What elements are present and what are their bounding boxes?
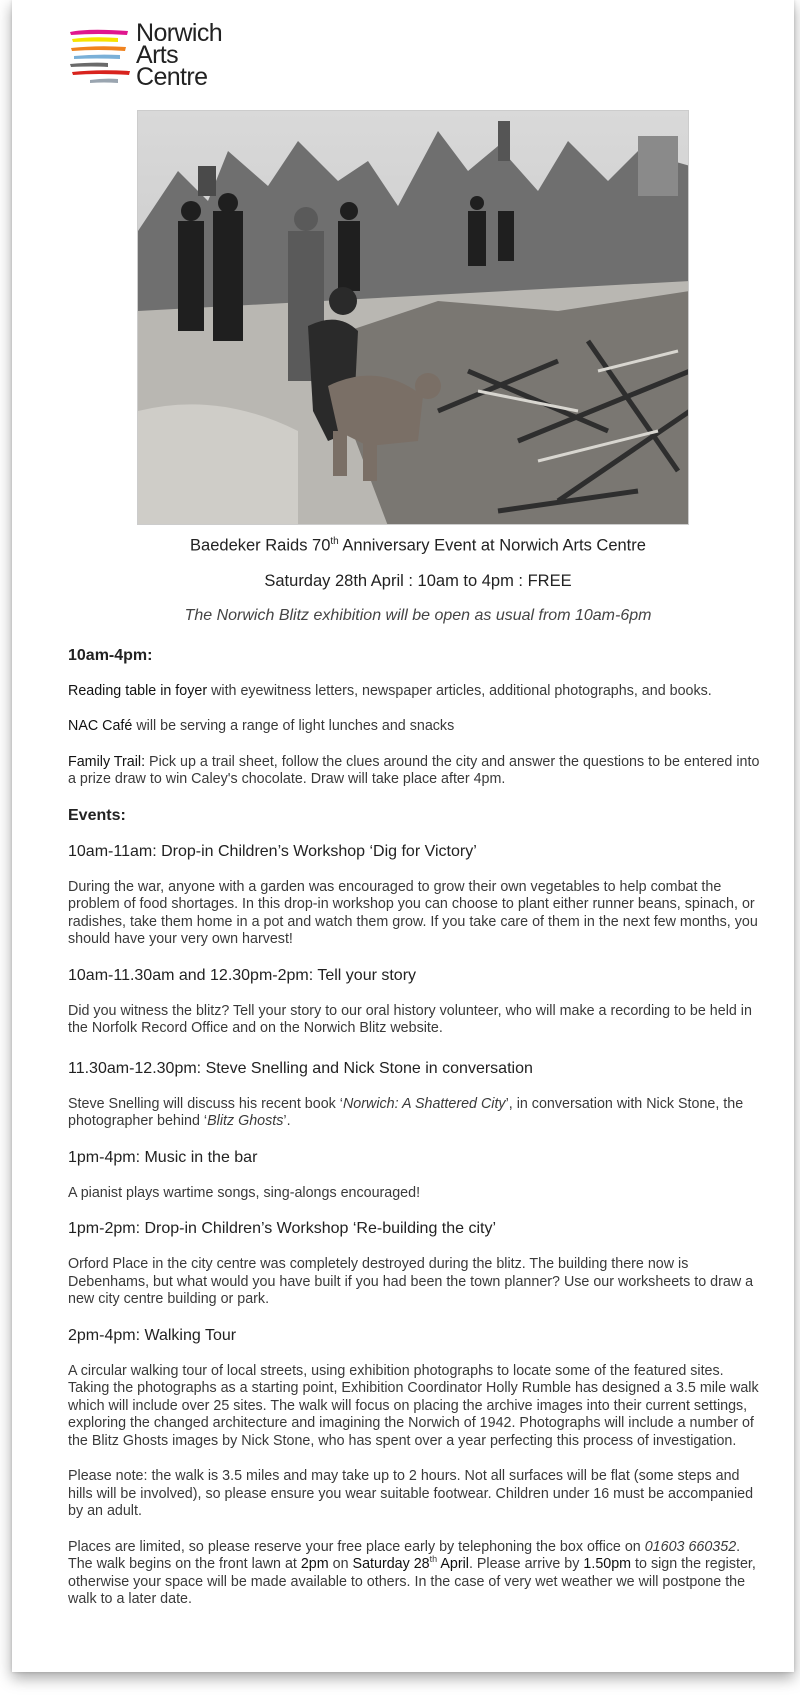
walk-month: April [437,1556,469,1572]
logo-wordmark [136,19,223,91]
book-title: Norwich: A Shattered City [342,1095,506,1112]
allday-item-text: with eyewitness letters, newspaper articles, additional photographs, and books. [207,682,712,699]
event-walking-tour-note: Please note: the walk is 3.5 miles and may take up to 2 hours. Not all surfaces will be flat (some steps and hills will be involved), so please ensure you wear suitable footwear. Children under 16 must be accompanied by an adult. [68,1468,754,1519]
booking-text: to sign the register, otherwise your space will be made available to others. In the case of very wet weather we will postpone the walk to a later date. [68,1556,756,1607]
booking-text: . Please arrive by [468,1556,584,1572]
event-tell-your-story-title: 10am-11.30am and 12.30pm-2pm: Tell your story [68,966,417,984]
walk-day-sup: th [429,1554,438,1565]
norwich-arts-centre-logo [68,19,248,92]
event-conversation-body [68,1096,768,1131]
event-title [68,536,768,556]
event-walking-tour-title: 2pm-4pm: Walking Tour [68,1326,237,1344]
booking-text: on [328,1556,353,1572]
allday-item-text: Pick up a trail sheet, follow the clues around the city and answer the questions to be entered into a prize draw to win Caley's chocolate. Draw will take place after 4pm. [68,753,760,787]
photo-project-title: Blitz Ghosts [207,1113,284,1129]
allday-item-reading-table [68,683,768,701]
event-rebuilding-body: Orford Place in the city centre was completely destroyed during the blitz. The building there now is Debenhams, but what would you have built if you had been the town planner? Use our worksheets to draw a new city centre building or park. [68,1256,754,1307]
event-music-title: 1pm-4pm: Music in the bar [68,1148,258,1166]
allday-item-lead: NAC Café [68,718,133,734]
logo-line-3: Centre [136,63,208,91]
allday-item-text: will be serving a range of light lunches and snacks [132,718,455,734]
event-title-sup: th [330,536,339,547]
walk-start-time: 2pm [300,1556,329,1572]
allday-item-lead: Reading table in foyer [68,682,208,699]
event-tell-your-story-body: Did you witness the blitz? Tell your story to our oral history volunteer, who will make a recording to be held in the Norfolk Record Office and on the Norwich Blitz website. [68,1002,752,1036]
event-title-text: Baedeker Raids 70 [190,536,331,555]
box-office-phone: 01603 660352 [644,1538,737,1555]
conversation-text: Steve Snelling will discuss his recent book ‘ [68,1095,343,1112]
document-page [12,0,794,1672]
walk-day: Saturday 28 [352,1556,430,1572]
blitz-photo-illustration [138,111,689,525]
event-walking-tour-booking [68,1539,768,1609]
booking-text: Places are limited, so please reserve your free place early by telephoning the box office on [68,1538,645,1555]
event-rebuilding-title: 1pm-2pm: Drop-in Children’s Workshop ‘Re-building the city’ [68,1220,497,1237]
logo-stripes-icon [68,26,132,88]
allday-item-cafe [68,718,768,736]
allday-item-lead: Family Trail: [68,753,146,770]
event-dig-for-victory-body: During the war, anyone with a garden was encouraged to grow their own vegetables to help combat the problem of food shortages. In this drop-in workshop you can choose to plant either runner beans, spinach, or radishes, take them home in a pot and watch them grow. If you take care of them in the next few months, you should have your very own harvest! [68,878,758,947]
event-music-body: A pianist plays wartime songs, sing-alongs encouraged! [68,1184,421,1201]
conversation-text: ’. [283,1113,291,1129]
allday-heading: 10am-4pm: [68,646,153,664]
conversation-text: ’, in conversation with Nick Stone, the photographer behind ‘ [68,1095,744,1129]
event-date: Saturday 28th April : 10am to 4pm : FREE [264,571,572,590]
event-walking-tour-body: A circular walking tour of local streets, using exhibition photographs to locate some of the featured sites. Taking the photographs as a starting point, Exhibition Coordinator Holly Rumble has designed a 3.5 mile walk which will include over 25 sites. The walk will focus on placing the archive images into their current settings, exploring the changed architecture and imagining the Norwich of 1942. Photographs will include a number of the Blitz Ghosts images by Nick Stone, who has spent over a year perfecting this process of investigation. [68,1362,759,1449]
blitz-rubble-photo [137,110,689,525]
allday-item-family-trail [68,754,768,789]
events-heading: Events: [68,806,126,824]
event-dig-for-victory-title: 10am-11am: Drop-in Children’s Workshop ‘Dig for Victory’ [68,842,477,860]
event-title-text-end: Anniversary Event at Norwich Arts Centre [338,536,646,555]
arrival-time: 1.50pm [583,1556,632,1572]
logo-line-2: Arts [136,41,179,69]
booking-text: . The walk begins on the front lawn at [68,1538,741,1572]
event-content [68,530,768,1627]
event-conversation-title: 11.30am-12.30pm: Steve Snelling and Nick Stone in conversation [68,1059,533,1077]
logo-line-1: Norwich [136,19,223,47]
exhibition-note: The Norwich Blitz exhibition will be open as usual from 10am-6pm [184,606,652,624]
